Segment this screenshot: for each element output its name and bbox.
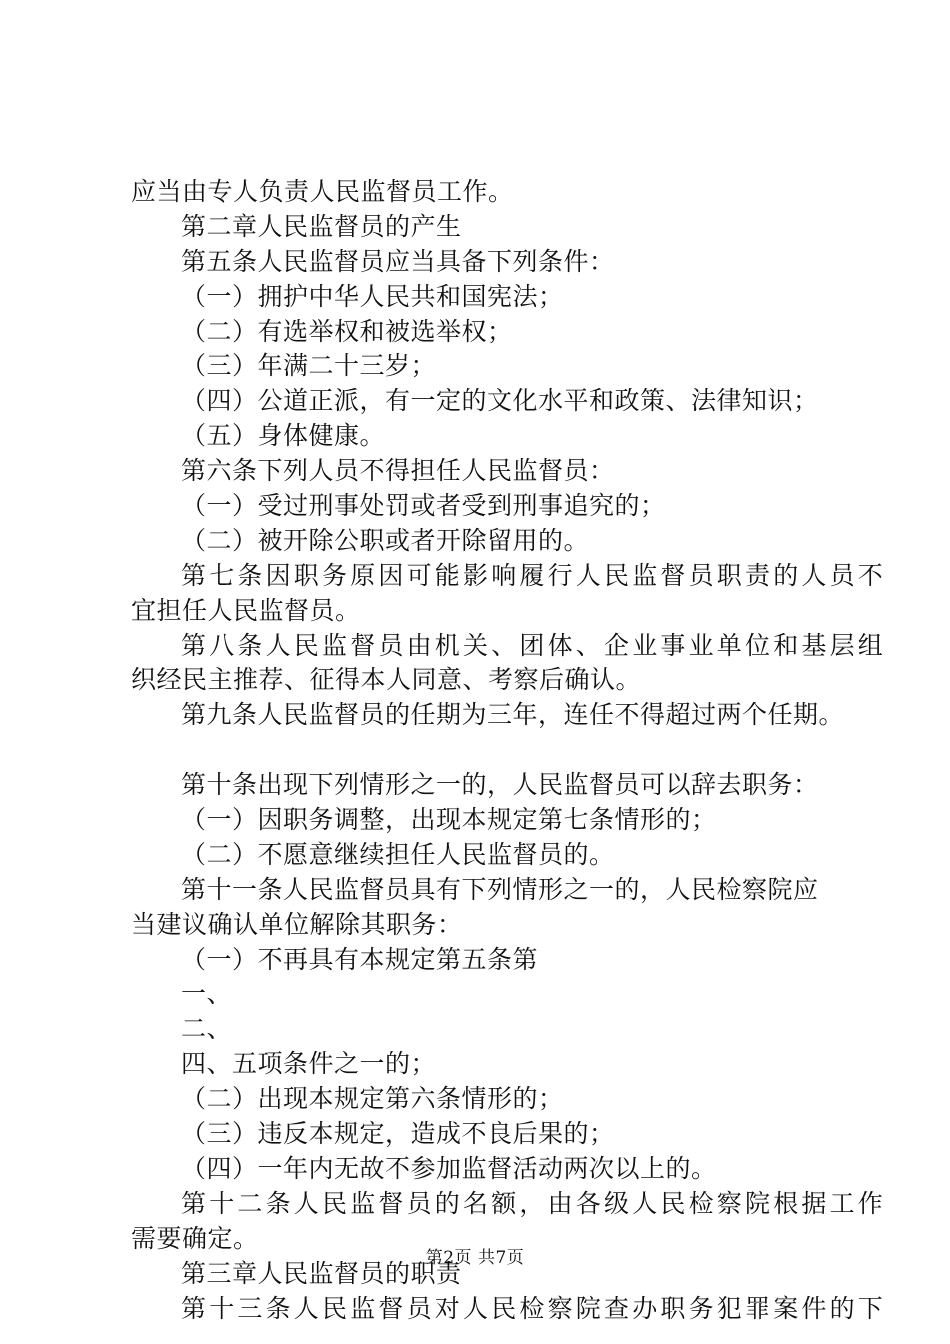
text-line: 宜担任人民监督员。 [131, 595, 361, 625]
article-line: 第五条人民监督员应当具备下列条件： [181, 246, 615, 276]
list-item: （二）不愿意继续担任人民监督员的。 [181, 839, 615, 869]
article-line: 第十条出现下列情形之一的，人民监督员可以辞去职务： [181, 770, 819, 800]
article-line: 第七条因职务原因可能影响履行人民监督员职责的人员不 [181, 560, 887, 590]
list-item: （五）身体健康。 [181, 421, 386, 451]
text-line: 四、五项条件之一的； [181, 1049, 437, 1079]
article-line: 第十二条人民监督员的名额，由各级人民检察院根据工作 [181, 1188, 887, 1218]
chapter-heading: 第三章人民监督员的职责 [181, 1258, 462, 1288]
list-item: （一）因职务调整，出现本规定第七条情形的； [181, 805, 717, 835]
list-item: （二）有选举权和被选举权； [181, 316, 513, 346]
list-item: （一）拥护中华人民共和国宪法； [181, 281, 564, 311]
text-line: 二、 [181, 1014, 233, 1044]
text-line: 一、 [181, 979, 233, 1009]
list-item: （四）公道正派，有一定的文化水平和政策、法律知识； [181, 386, 819, 416]
list-item: （一）不再具有本规定第五条第 [181, 944, 539, 974]
list-item: （一）受过刑事处罚或者受到刑事追究的； [181, 491, 666, 521]
list-item: （三）年满二十三岁； [181, 351, 437, 381]
article-line: 第十三条人民监督员对人民检察院查办职务犯罪案件的下 [181, 1293, 887, 1323]
list-item: （二）出现本规定第六条情形的； [181, 1084, 564, 1114]
article-line: 第十一条人民监督员具有下列情形之一的，人民检察院应 [181, 874, 819, 904]
list-item: （三）违反本规定，造成不良后果的； [181, 1119, 615, 1149]
chapter-heading: 第二章人民监督员的产生 [181, 211, 462, 241]
list-item: （四）一年内无故不参加监督活动两次以上的。 [181, 1153, 717, 1183]
document-body [131, 175, 887, 1326]
page-number-footer: 第2页 共7页 [425, 1248, 525, 1268]
article-line: 第六条下列人员不得担任人民监督员： [181, 456, 615, 486]
article-line: 第八条人民监督员由机关、团体、企业事业单位和基层组 [181, 630, 887, 660]
article-line: 第九条人民监督员的任期为三年，连任不得超过两个任期。 [181, 700, 845, 730]
text-line: 应当由专人负责人民监督员工作。 [131, 177, 514, 206]
list-item: （二）被开除公职或者开除留用的。 [181, 525, 590, 555]
text-line: 织经民主推荐、征得本人同意、考察后确认。 [131, 665, 642, 695]
blank-line [131, 733, 851, 768]
text-line: 当建议确认单位解除其职务： [131, 909, 463, 939]
text-line: 需要确定。 [131, 1223, 259, 1253]
